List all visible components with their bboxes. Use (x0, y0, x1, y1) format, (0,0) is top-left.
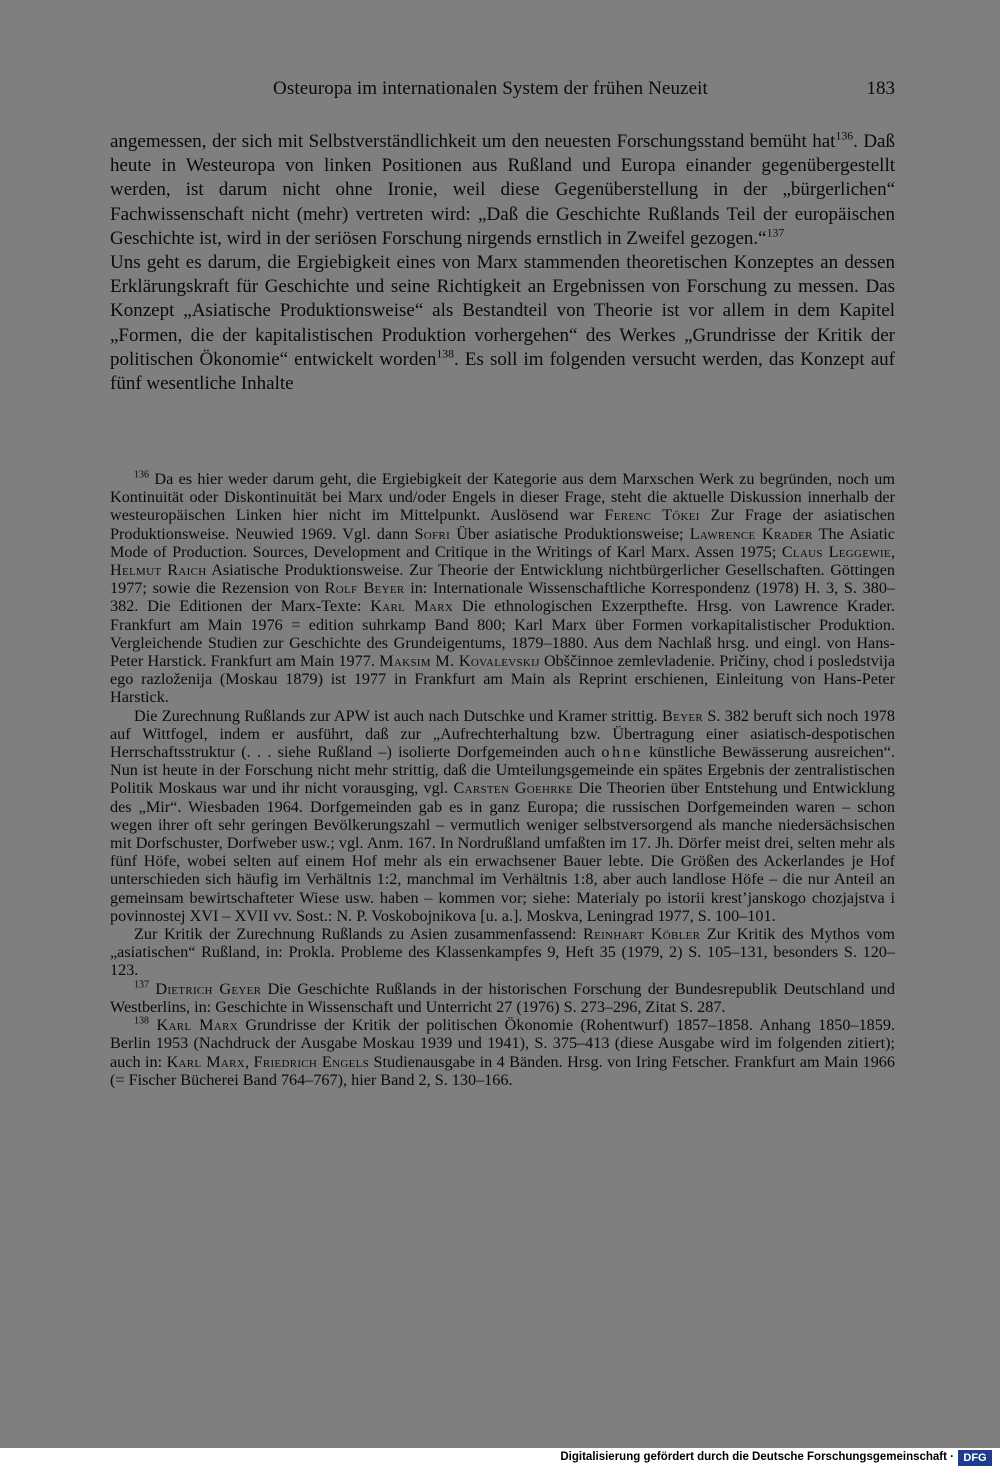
text-run: The Asiatic Mode of Production. Sources, Development and Critique in the Writings of Karl Marx. Assen 1975; (110, 524, 895, 561)
author-name: Karl Marx (370, 597, 454, 616)
text-run: Zur Kritik des Mythos vom „asiatischen“ Rußland, in: Prokla. Probleme des Klassenkampfes 9, Heft 35 (1979, 2) S. 105–131, besonders S. 120–123. (110, 925, 895, 980)
dfg-logo-icon: DFG (958, 1450, 992, 1466)
running-title: Osteuropa im internationalen System der frühen Neuzeit (273, 78, 708, 99)
author-name: Karl Marx (156, 1016, 238, 1035)
author-name: Karl Marx (166, 1052, 246, 1071)
author-name: Carsten Goehrke (453, 779, 574, 798)
text-run: S. 382 beruft sich noch 1978 auf Wittfogel, indem er ausführt, daß zur „Aufrechterhaltung bzw. Übertragung einer asiatisch-despotischen Herrschaftsstruktur (. . . siehe Rußland –) isolierte Dorfgemeinden auch (110, 706, 895, 762)
funding-note: Digitalisierung gefördert durch die Deutsche Forschungsgemeinschaft · (560, 1451, 954, 1463)
main-text (110, 130, 895, 396)
text-run: Die Theorien über Entstehung und Entwicklung des „Mir“. Wiesbaden 1964. Dorfgemeinden gab es in ganz Europa; die russischen Dorfgemeinden waren – schon wegen ihrer oft sehr geringen Bevölkerungszahl – vermutlich weniger selbstversorgend als manche niedersächsischen mit Dorfschuster, Dorfweber usw.; vgl. Anm. 167. In Nordrußland umfaßten im 17. Jh. Dörfer meist drei, selten mehr als fünf Höfe, wobei selten auf einem Hof mehr als ein erwachsener Bauer lebte. Die Größen des Ackerlandes je Hof unterschieden sich häufig im Verhältnis 1:2, manchmal im Verhältnis 1:8, aber auch landlose Höfe – die nur Anteil an gemeinsam bewirtschafteter Wiese usw. haben – kommen vor; siehe: Materialy po istorii krest’janskogo chozjajstva i povinnostej XVI – XVII vv. Sost.: N. P. Voskobojnikova [u. a.]. Moskva, Leningrad 1977, S. 100–101. (110, 779, 895, 925)
author-name: Rolf Beyer (324, 579, 405, 598)
footnote-number: 137 (134, 979, 150, 991)
footnote-ref: 137 (766, 226, 785, 240)
author-name: Sofri (414, 524, 451, 543)
page-number: 183 (866, 78, 895, 99)
text-run: Grundrisse der Kritik der politischen Ökonomie (Rohentwurf) 1857–1858. Anhang 1850–1859. Berlin 1953 (Nachdruck der Ausgabe Moskau 1939 und 1941), S. 375–413 (diese Ausgabe wird im folgenden zitiert); auch in: (110, 1016, 896, 1071)
author-name: Claus Leggewie (781, 542, 891, 561)
footnote-138 (110, 1016, 895, 1089)
footnote-136-paragraph-3 (110, 925, 895, 980)
footnote-136 (110, 470, 895, 707)
text-run: in: Internationale Wissenschaftliche Korrespondenz (1978) H. 3, S. 380–382. Die Editionen der Marx-Texte: (110, 579, 896, 616)
text-run: Zur Frage der asiatischen Produktionsweise. Neuwied 1969. Vgl. dann (110, 506, 895, 543)
author-name: Maksim M. Kovalevskij (379, 652, 540, 671)
author-name: Reinhart Köbler (583, 925, 701, 944)
footnotes (110, 470, 895, 1089)
text-run: Obščinnoe zemlevladenie. Pričiny, chod i posledstvija ego razloženija (Moskau 1879) ist 1977 in Frankfurt am Main als Reprint erschienen, Einleitung von Hans-Peter Harstick. (110, 652, 896, 707)
author-name: Friedrich Engels (253, 1052, 370, 1071)
text-run: , (245, 1052, 254, 1071)
text-run: Die ethnologischen Exzerpthefte. Hrsg. von Lawrence Krader. Frankfurt am Main 1976 = edition suhrkamp Band 800; Karl Marx über Formen vorkapitalistischer Produktion. Vergleichende Studien zur Geschichte des Grundeigentums, 1879–1880. Aus dem Nachlaß hrsg. und eingl. von Hans-Peter Harstick. Frankfurt am Main 1977. (110, 597, 895, 671)
footnote-ref: 136 (835, 129, 854, 143)
text-run: Da es hier weder darum geht, die Ergiebigkeit der Kategorie aus dem Marxschen Werk zu begründen, noch um Kontinuität oder Diskontinuität bei Marx und/oder Engels in dieser Frage, steht die aktuelle Diskussion innerhalb der westeuropäischen Linken hier nicht im Mittelpunkt. Auslösend war (110, 470, 895, 525)
text-run: angemessen, der sich mit Selbstverständlichkeit um den neuesten Forschungsstand bemüht hat (110, 131, 836, 152)
text-run: Über asiatische Produktionsweise; (450, 524, 690, 543)
text-run: , (890, 542, 895, 561)
author-name: Lawrence Krader (689, 524, 813, 543)
text-run: . Daß heute in Westeuropa von linken Positionen aus Rußland und Europa einander gegenübergestellt werden, ist darum nicht ohne Ironie, weil diese Gegenüberstellung in der „bürgerlichen“ Fachwissenschaft nicht (mehr) vertreten wird: „Daß die Geschichte Rußlands Teil der europäischen Geschichte ist, wird in der seriösen Forschung nirgends ernstlich in Zweifel gezogen.“ (110, 131, 895, 249)
paragraph (110, 251, 895, 396)
author-name: Helmut Raich (110, 561, 207, 580)
text-run: Die Zurechnung Rußlands zur APW ist auch nach Dutschke und Kramer strittig. (134, 706, 662, 725)
text-run: Zur Kritik der Zurechnung Rußlands zu Asien zusammenfassend: (134, 925, 584, 944)
text-run: künstliche Bewässerung ausreichen“. Nun ist heute in der Forschung nicht mehr strittig, daß die Umteilungsgemeinde ein spätes Ergebnis der zentralistischen Politik Moskaus war und ihr nicht vorausging, vgl. (110, 743, 895, 798)
footnote-137 (110, 980, 895, 1016)
author-name: Ferenc Tőkei (604, 506, 700, 525)
text-run: Uns geht es darum, die Ergiebigkeit eines von Marx stammenden theoretischen Konzeptes an dessen Erklärungskraft für Geschichte und seine Richtigkeit an Ergebnissen von Forschung zu messen. Das Konzept „Asiatische Produktionsweise“ als Bestandteil von Theorie ist vor allem in dem Kapitel „Formen, die der kapitalistischen Produktion vorhergehen“ des Werkes „Grundrisse der Kritik der politischen Ökonomie“ entwickelt worden (110, 252, 895, 370)
paragraph (110, 130, 895, 251)
text-run: Asiatische Produktionsweise. Zur Theorie der Entwicklung nichtbürgerlicher Gesellschaften. Göttingen 1977; sowie die Rezension von (110, 561, 895, 598)
text-run: . Es soll im folgenden versucht werden, das Konzept auf fünf wesentliche Inhalte (110, 348, 896, 395)
text-run: Studienausgabe in 4 Bänden. Hrsg. von Iring Fetscher. Frankfurt am Main 1966 (= Fischer Bücherei Band 764–767), hier Band 2, S. 130–166. (110, 1052, 895, 1089)
author-name: Beyer (661, 706, 703, 725)
text-run: Die Geschichte Rußlands in der historischen Forschung der Bundesrepublik Deutschland und Westberlins, in: Geschichte in Wissenschaft und Unterricht 27 (1976) S. 273–296, Zitat S. 287. (110, 979, 895, 1016)
emphasized-word: ohne (601, 743, 643, 762)
footnote-number: 138 (134, 1015, 150, 1027)
footnote-136-paragraph-2 (110, 707, 895, 925)
footnote-ref: 138 (436, 347, 455, 361)
page-header (110, 78, 895, 104)
author-name: Dietrich Geyer (155, 979, 262, 998)
footnote-number: 136 (134, 469, 150, 481)
